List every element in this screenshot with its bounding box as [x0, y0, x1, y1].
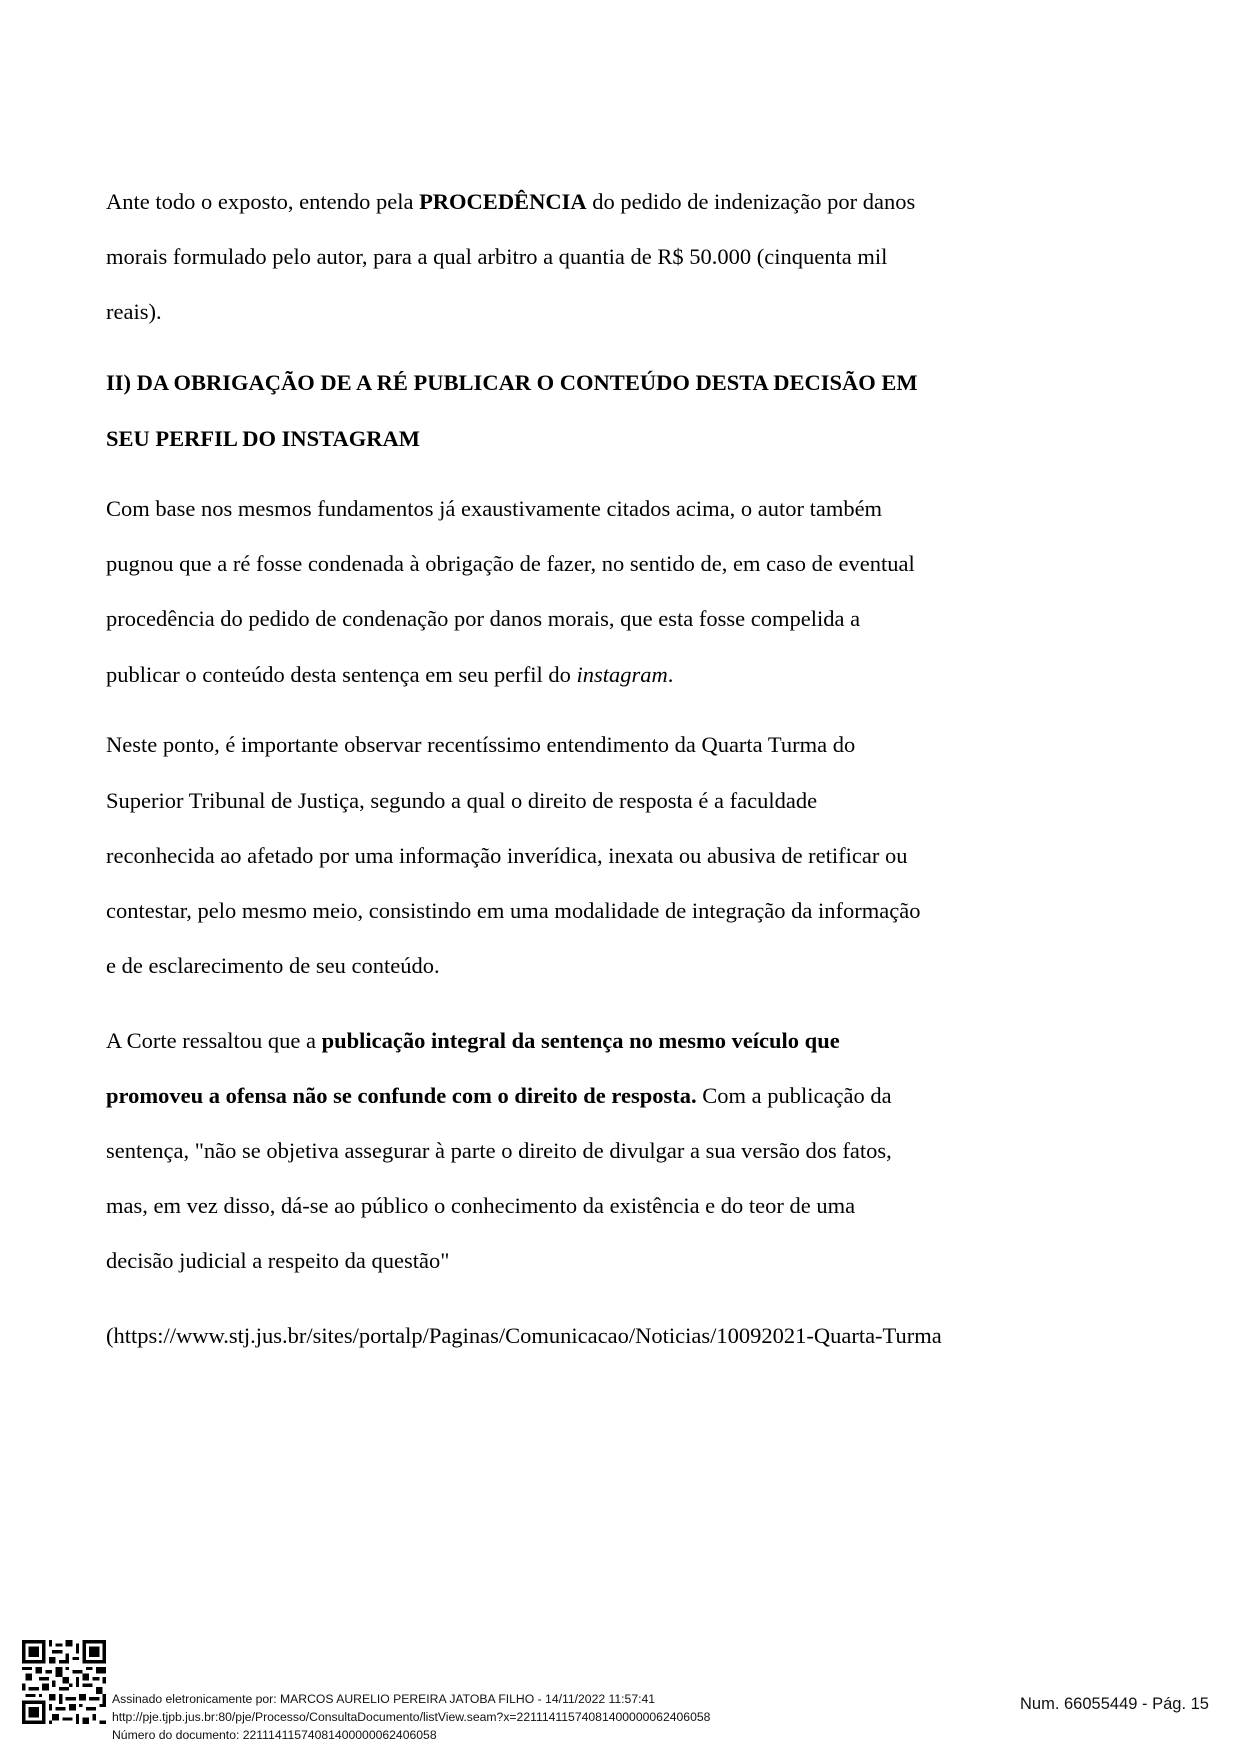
paragraph-1-line-1 — [106, 191, 915, 214]
qr-code-icon — [22, 1640, 106, 1724]
paragraph-2-line-1: Com base nos mesmos fundamentos já exaustivamente citados acima, o autor também — [106, 496, 883, 521]
paragraph-3-line-4: contestar, pelo mesmo meio, consistindo em uma modalidade de integração da informação — [106, 898, 921, 923]
text: A Corte ressaltou que a — [106, 1028, 322, 1053]
paragraph-4-line-4: mas, em vez disso, dá-se ao público o conhecimento da existência e do teor de uma — [106, 1193, 856, 1218]
text: . — [667, 662, 674, 687]
section-heading-line-2: SEU PERFIL DO INSTAGRAM — [106, 426, 421, 451]
paragraph-3-line-2: Superior Tribunal de Justiça, segundo a qual o direito de resposta é a faculdade — [106, 788, 818, 813]
text: Ante todo o exposto, entendo pela — [106, 189, 420, 214]
paragraph-1-line-2: morais formulado pelo autor, para a qual arbitro a quantia de R$ 50.000 (cinquenta mil — [106, 244, 888, 269]
paragraph-3-line-1: Neste ponto, é importante observar recentíssimo entendimento da Quarta Turma do — [106, 732, 856, 757]
paragraph-2-line-4 — [106, 664, 673, 687]
text: do pedido de indenização por danos — [586, 189, 916, 214]
paragraph-3-line-5: e de esclarecimento de seu conteúdo. — [106, 953, 440, 978]
footer-signed-by: Assinado eletronicamente por: MARCOS AURELIO PEREIRA JATOBA FILHO - 14/11/2022 11:57:41 — [112, 1692, 656, 1706]
paragraph-1-line-3: reais). — [106, 299, 162, 324]
bold-text: promoveu a ofensa não se confunde com o direito de resposta. — [106, 1083, 697, 1108]
bold-text: publicação integral da sentença no mesmo veículo que — [321, 1028, 840, 1053]
bold-text: PROCEDÊNCIA — [419, 189, 587, 214]
paragraph-4-line-1 — [106, 1030, 840, 1053]
footer-document-url[interactable]: http://pje.tjpb.jus.br:80/pje/Processo/ConsultaDocumento/listView.seam?x=22111411574081400000062406058 — [112, 1710, 711, 1724]
paragraph-4-line-2 — [106, 1085, 892, 1108]
paragraph-2-line-2: pugnou que a ré fosse condenada à obrigação de fazer, no sentido de, em caso de eventual — [106, 551, 915, 576]
text: Com a publicação da — [696, 1083, 892, 1108]
text: publicar o conteúdo desta sentença em seu perfil do — [106, 662, 577, 687]
footer-document-number: Número do documento: 22111411574081400000062406058 — [112, 1728, 437, 1742]
source-url-line: (https://www.stj.jus.br/sites/portalp/Paginas/Comunicacao/Noticias/10092021-Quarta-Turma — [106, 1325, 942, 1348]
page-number: Num. 66055449 - Pág. 15 — [1020, 1695, 1209, 1713]
paragraph-4-line-3: sentença, "não se objetiva assegurar à parte o direito de divulgar a sua versão dos fatos, — [106, 1138, 892, 1163]
italic-text: instagram — [576, 662, 668, 687]
paragraph-4-line-5: decisão judicial a respeito da questão" — [106, 1248, 450, 1273]
section-heading-line-1: II) DA OBRIGAÇÃO DE A RÉ PUBLICAR O CONTEÚDO DESTA DECISÃO EM — [106, 370, 918, 395]
paragraph-2-line-3: procedência do pedido de condenação por danos morais, que esta fosse compelida a — [106, 606, 861, 631]
paragraph-3-line-3: reconhecida ao afetado por uma informação inverídica, inexata ou abusiva de retificar ou — [106, 843, 908, 868]
